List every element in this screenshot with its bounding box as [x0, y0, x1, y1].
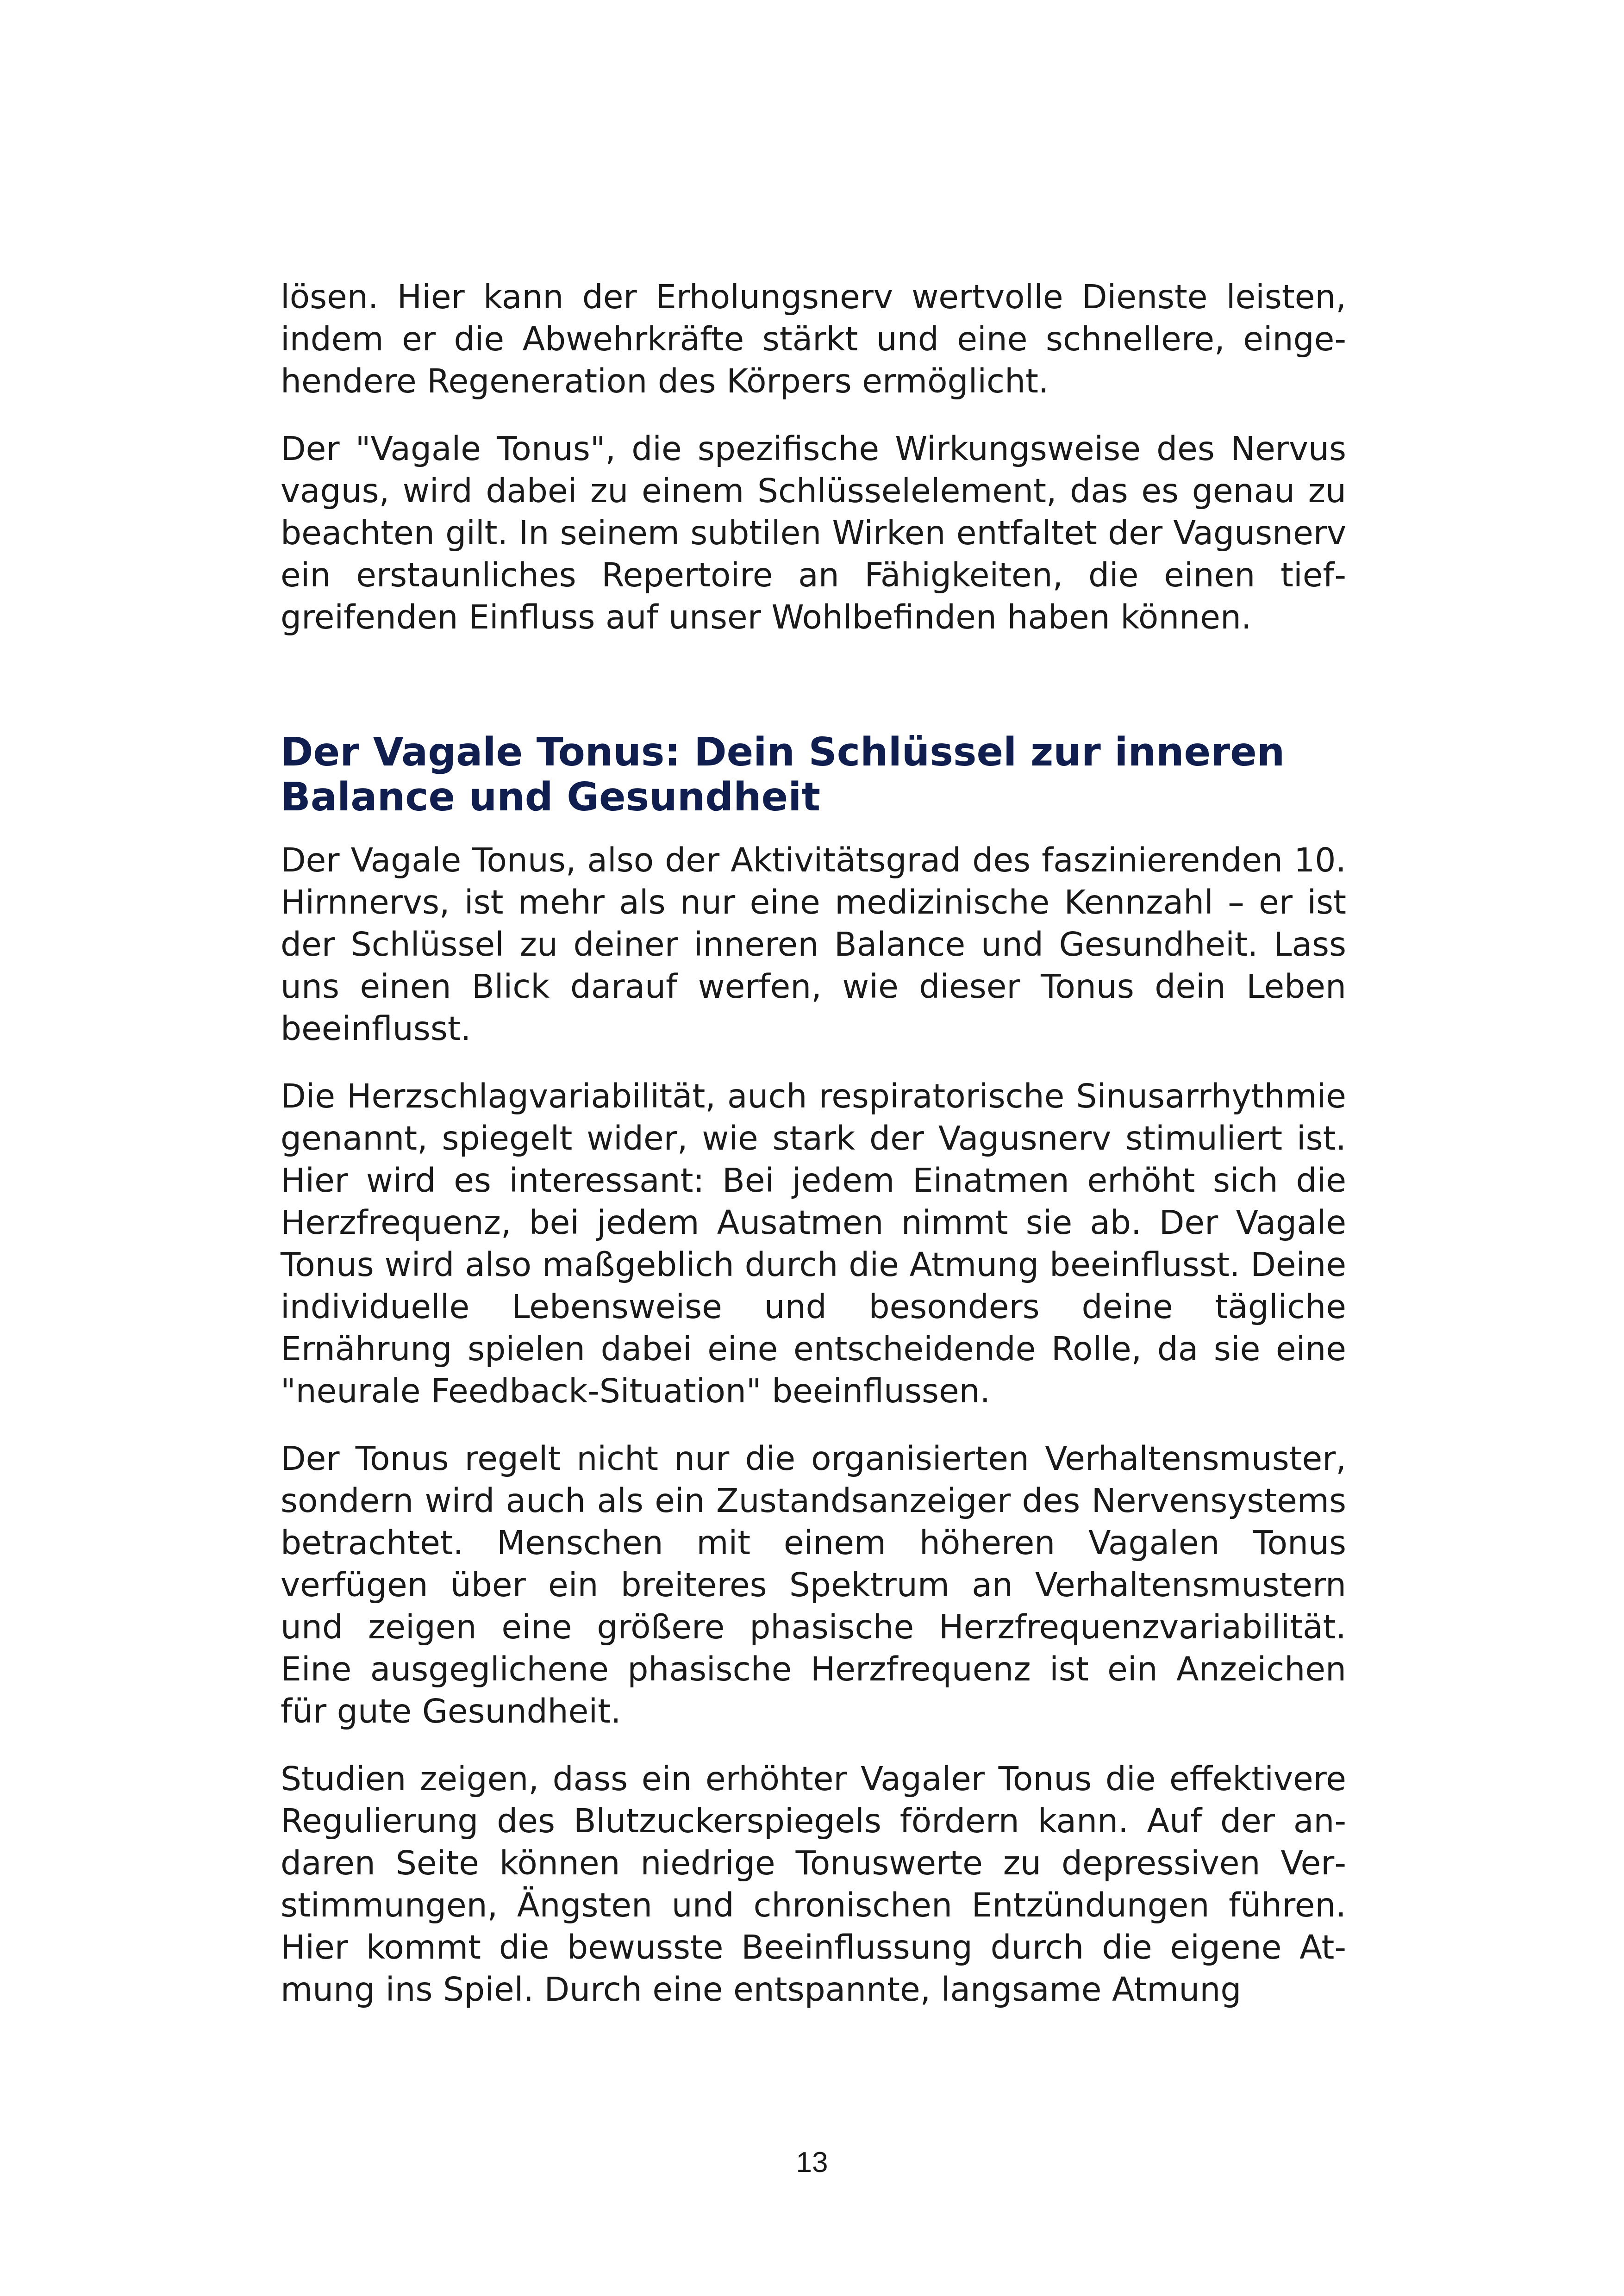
section-paragraph-4: Studien zeigen, dass ein erhöhter Vagaler Tonus die effektivere Regulierung des Blutzuckerspiegels fördern kann. Auf der andaren Seite können niedrige Tonuswerte zu depressiven Verstimmungen, Ängsten und chronischen Entzündungen führen. Hier kommt die bewusste Beeinflussung durch die eigene Atmung ins Spiel. Durch eine entspannte, langsame Atmung	[281, 1760, 1346, 2009]
section-paragraph-3: Der Tonus regelt nicht nur die organisierten Verhaltensmuster, sondern wird auch als ein Zustandsanzeiger des Nervensystems betrachtet. Menschen mit einem höheren Vagalen Tonus verfügen über ein breiteres Spektrum an Verhaltensmustern und zeigen eine größere phasische Herzfrequenzvariabilität. Eine ausgeglichene phasische Herzfrequenz ist ein Anzeichen für gute Gesundheit.	[281, 1439, 1346, 1730]
section-paragraph-2: Die Herzschlagvariabilität, auch respiratorische Sinusarrhythmie genannt, spiegelt wider, wie stark der Vagusnerv stimuliert ist. Hier wird es interessant: Bei jedem Einatmen erhöht sich die Herzfrequenz, bei jedem Ausatmen nimmt sie ab. Der Vagale Tonus wird also maßgeblich durch die Atmung beeinflusst. Deine individuelle Lebensweise und besonders deine tägliche Ernährung spielen dabei eine entscheidende Rolle, da sie eine "neurale Feedback-Situation" beeinflussen.	[281, 1077, 1346, 1410]
intro-paragraph-2: Der "Vagale Tonus", die spezifische Wirkungsweise des Nervus vagus, wird dabei zu einem Schlüsselelement, das es genau zu beachten gilt. In seinem subtilen Wirken entfaltet der Vagusnerv ein erstaunliches Repertoire an Fähigkeiten, die einen tiefgreifenden Einfluss auf unser Wohlbefinden haben können.	[281, 429, 1346, 636]
intro-paragraph-1: lösen. Hier kann der Erholungsnerv wertvolle Dienste leisten, indem er die Abwehrkräfte stärkt und eine schnellere, eingehendere Regeneration des Körpers ermöglicht.	[281, 278, 1346, 400]
page-content	[281, 276, 1346, 2010]
page-number: 13	[796, 2147, 828, 2178]
section-paragraph-1: Der Vagale Tonus, also der Aktivitätsgrad des faszinierenden 10. Hirnnervs, ist mehr als nur eine medizinische Kennzahl – er ist der Schlüssel zu deiner inneren Balance und Gesundheit. Lass uns einen Blick darauf werfen, wie dieser Tonus dein Leben beeinflusst.	[281, 841, 1346, 1048]
section-heading: Der Vagale Tonus: Dein Schlüssel zur inneren Balance und Gesundheit	[281, 729, 1285, 820]
